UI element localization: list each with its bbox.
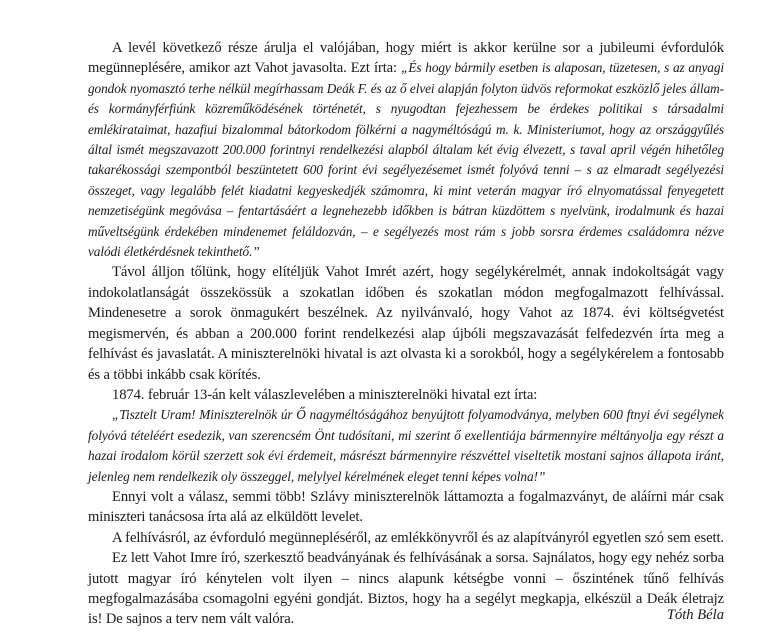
paragraph-conclusion: Ez lett Vahot Imre író, szerkesztő beadványának és felhívásának a sorsa. Sajnálatos, hogy egy nehéz sorba jutott magyar író kénytelen volt ilyen – nincs alapunk kétségbe vonni – őszintének tűnő felhívás megfogalmazásába csomagolni egyéni gondját. Biztos, hogy ha a segélyt megkapja, elkészül a Deák életrajz is! De sajnos a terv nem vált valóra. (88, 550, 724, 628)
author-signature: Tóth Béla (666, 607, 724, 623)
paragraph-letter-intro (88, 38, 724, 262)
paragraph-answer: Ennyi volt a válasz, semmi több! Szlávy miniszterelnök láttamozta a fogalmazványt, de aláírni már csak miniszteri tanácsosa írta alá az elküldött levelet. (88, 488, 724, 526)
letter-quote-vahot: „És hogy bármily esetben is alaposan, tüzetesen, s az anyagi gondok nyomasztó terhe nélkül megírhassam Deák F. és az ő elvei alapján folyton üdvös reformokat eszközlő jeles állam- és kormányférfiúnk közreműködésének történetét, s nyugodtan fejezhessem be érdekes politikai s társadalmi emlékirataimat, hazafiui bizalommal bátorkodom fölkérni a nagyméltóságú m. k. Ministeriumot, hogy az országgyűlés által ismét megszavazott 200.000 forintnyi rendelkezési alapból általam két évig élvezett, s taval april végén hihetőleg takarékossági szempontból beszüntetett 600 forint évi segélyezésemet ismét folyóvá tenni – s az elmaradt segélyezési összeget, vagy legalább felét kiadatni kegyeskedjék számomra, ki mint veterán magyar író elnyomatással fenyegetett nemzetiségünk megóvása – fentartásáért a legnehezebb időkben is bátran küzdöttem s nyelvünk, irodalmunk és hazai műveltségünk érdekében mindenemet feláldozván, – e segélyezés most rám s jobb sorsra érdemes családomra nézve valódi életkérdésnek tekinthető.” (88, 60, 724, 260)
paragraph-intro-text: A levél következő része árulja el valójában, hogy miért is akkor kerülne sor a jubileumi évfordulók megünneplésére, amikor azt Vahot javasolta. Ezt írta: (88, 40, 724, 77)
paragraph-reply-intro: 1874. február 13-án kelt válaszlevelében a miniszterelnöki hivatal ezt írta: (112, 386, 538, 403)
letter-quote-reply: „Tisztelt Uram! Miniszterelnök úr Ő nagyméltóságához benyújtott folyamodványa, melyben 600 ftnyi évi segélynek folyóvá tételéért esedezik, van szerencsém Önt tudósítani, mi szerint ő exellentiája bármennyire méltányolja egy részt a hazai irodalom körül szerzett sok évi érdemeit, másrészt bármennyire részvéttel viseltetik mostani sajnos állapota iránt, jelenleg nem rendelkezik oly összeggel, melylyel kérelmének eleget tenni képes volna!” (88, 407, 724, 484)
paragraph-no-mention: A felhívásról, az évforduló megünnepléséről, az emlékkönyvről és az alapítványról egyetlen szó sem esett. (112, 529, 724, 546)
paragraph-commentary: Távol álljon tőlünk, hogy elítéljük Vahot Imrét azért, hogy segélykérelmét, annak indokoltságát vagy indokolatlanságát összekössük a szokatlan időben és szokatlan módon megfogalmazott felhívással. Mindenesetre a sorok önmagukért beszélnek. Az nyilvánvaló, hogy Vahot az 1874. évi költségvetést megismervén, és abban a 200.000 forint rendelkezési alap újbóli megszavazását felfedezvén írta meg a felhívást és javaslatát. A miniszterelnöki hivatal is azt olvasta ki a sorokból, hogy a segélykérelem a fontosabb és a többi inkább csak körítés. (88, 264, 724, 383)
